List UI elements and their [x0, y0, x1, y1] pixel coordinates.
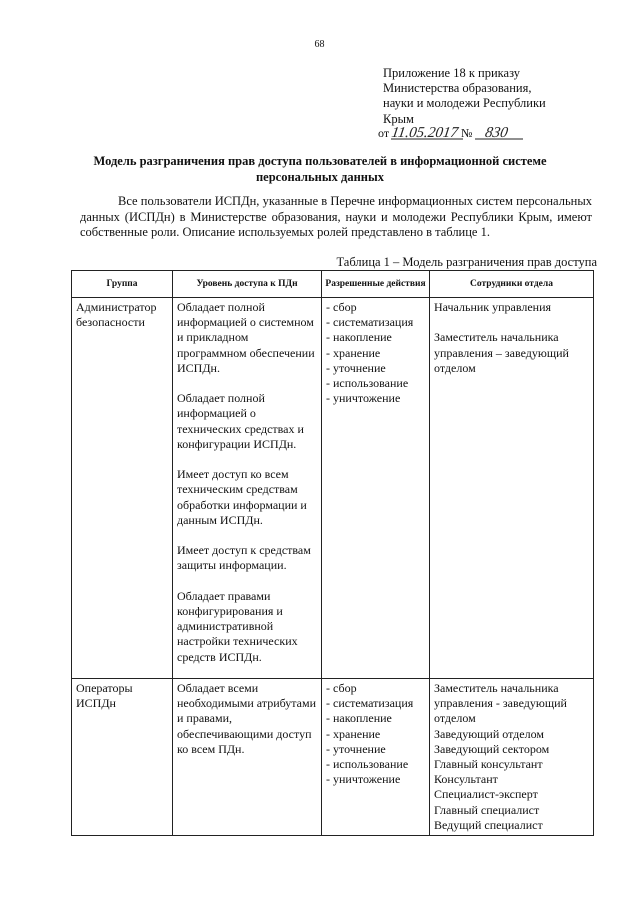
- action-item: - хранение: [326, 726, 381, 741]
- actions-cell: [322, 679, 430, 836]
- group-cell: Администратор безопасности: [72, 298, 173, 679]
- header-group: Группа: [72, 271, 173, 298]
- table-caption: Таблица 1 – Модель разграничения прав доступа: [336, 255, 597, 269]
- staff-item: Заведующий сектором: [434, 741, 550, 756]
- access-paragraph: Обладает полной информацией о технических средствах и конфигурации ИСПДн.: [177, 391, 304, 451]
- action-item: - уточнение: [326, 741, 386, 756]
- table-header-row: [72, 271, 594, 298]
- access-paragraph: Обладает полной информацией о системном и прикладном программном обеспечении ИСПДн.: [177, 300, 315, 375]
- action-item: - использование: [326, 757, 409, 772]
- access-paragraph: Имеет доступ ко всем техническим средствам обработки информации и данным ИСПДн.: [177, 467, 307, 527]
- action-item: - уничтожение: [326, 772, 401, 787]
- staff-item: Начальник управления: [434, 300, 552, 314]
- header-staff: Сотрудники отдела: [430, 271, 594, 298]
- action-item: - сбор: [326, 300, 357, 314]
- table-row: [72, 679, 594, 836]
- action-item: - систематизация: [326, 696, 414, 711]
- intro-paragraph: Все пользователи ИСПДн, указанные в Перечне информационных систем персональных данных (ИСПДн) в Министерстве образования, науки и молодежи Республики Крым, имеют собственные роли. Описание используемых ролей представлено в таблице 1.: [80, 194, 592, 239]
- action-item: - уничтожение: [326, 391, 401, 406]
- handwritten-date-and-number: [377, 123, 537, 145]
- appendix-line: Крым: [383, 111, 414, 126]
- staff-list: [434, 681, 590, 833]
- header-allowed-actions: Разрешенные действия: [322, 271, 430, 298]
- action-item: - накопление: [326, 330, 392, 345]
- access-cell: [173, 298, 322, 679]
- actions-list: [326, 300, 426, 406]
- group-cell: Операторы ИСПДн: [72, 679, 173, 836]
- appendix-line: Министерства образования,: [383, 81, 532, 96]
- staff-item: Главный консультант: [434, 757, 543, 772]
- appendix-line: науки и молодежи Республики: [383, 96, 546, 111]
- staff-item: Консультант: [434, 772, 498, 787]
- header-access-level: Уровень доступа к ПДн: [173, 271, 322, 298]
- table-row: [72, 298, 594, 679]
- staff-item: Заместитель начальника управления - заведующий отделом: [434, 681, 567, 726]
- action-item: - накопление: [326, 711, 392, 726]
- page-number: 68: [314, 39, 325, 50]
- action-item: - сбор: [326, 681, 357, 695]
- action-item: - уточнение: [326, 360, 386, 375]
- action-item: - систематизация: [326, 315, 414, 330]
- staff-cell: [430, 298, 594, 679]
- access-paragraph: Обладает всеми необходимыми атрибутами и правами, обеспечивающими доступ ко всем ПДн.: [177, 681, 317, 756]
- staff-item: Заведующий отделом: [434, 726, 544, 741]
- access-paragraph: Имеет доступ к средствам защиты информации.: [177, 543, 311, 573]
- appendix-block: [383, 66, 583, 127]
- appendix-line: Приложение 18 к приказу: [383, 66, 521, 80]
- actions-list: [326, 681, 426, 787]
- date-value: 11.05.2017: [390, 125, 460, 141]
- access-cell: [173, 679, 322, 836]
- number-value: 830: [483, 125, 510, 141]
- document-title: Модель разграничения прав доступа пользователей в информационной системе персональных данных: [93, 154, 547, 184]
- staff-item: Заместитель начальника управления – заведующий отделом: [434, 330, 569, 375]
- action-item: - использование: [326, 376, 409, 391]
- date-prefix: от: [378, 126, 390, 140]
- access-paragraph: Обладает правами конфигурирования и административной настройки технических средств ИСПДн.: [177, 588, 298, 664]
- staff-item: Главный специалист: [434, 802, 540, 817]
- actions-cell: [322, 298, 430, 679]
- staff-item: Специалист-эксперт: [434, 787, 538, 802]
- staff-cell: [430, 679, 594, 836]
- staff-item: Ведущий специалист: [434, 817, 543, 832]
- access-model-table: [71, 270, 594, 836]
- action-item: - хранение: [326, 345, 381, 360]
- number-prefix: №: [461, 126, 473, 140]
